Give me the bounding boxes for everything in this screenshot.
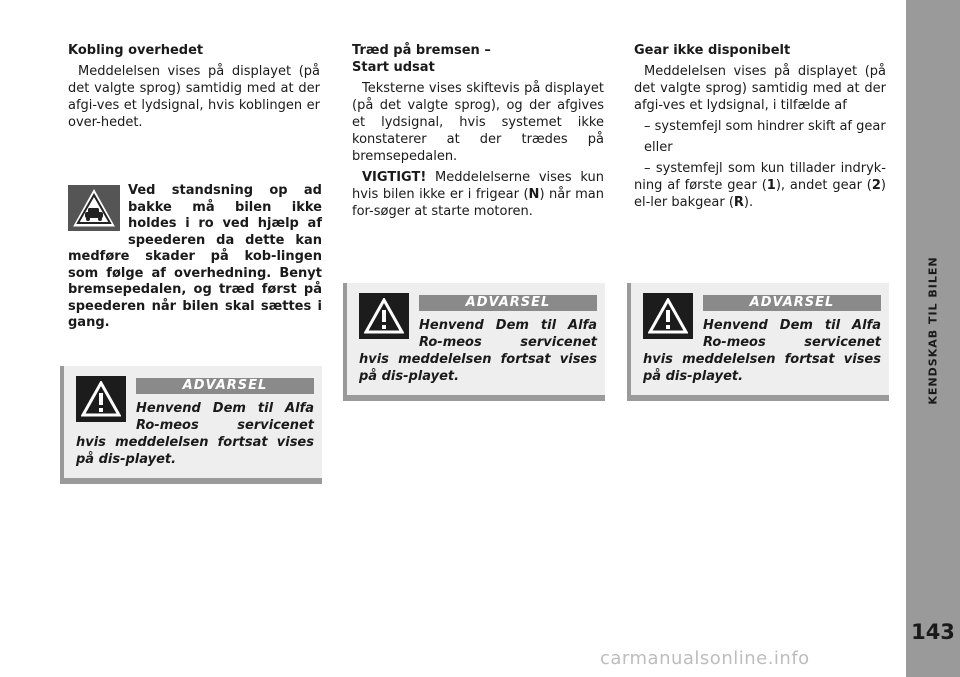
hill-stop-text: Ved standsning op ad bakke må bilen ikke holdes i ro ved hjælp af speederen da dette kan medføre skader på kob-lingen som følge af overhedning. Benyt bremsepedalen, og træd først på speederen når bilen skal sættes i gang. (68, 183, 322, 330)
section-heading: Kobling overhedet (68, 43, 204, 58)
column-clutch-overheated (68, 42, 320, 131)
warning-text: Henvend Dem til Alfa Ro-meos servicenet hvis meddelelsen fortsat vises på dis-playet. (76, 401, 314, 467)
section-paragraph: Meddelelsen vises på displayet (på det valgte sprog) samtidig med at der afgi-ves et lydsignal, i tilfælde af (634, 64, 886, 113)
reverse-gear-symbol: R (733, 195, 744, 210)
list-item-2-text-b: ), andet gear ( (775, 178, 872, 193)
section-paragraph: Teksterne vises skiftevis på displayet (på det valgte sprog), og der afgives et lydsignal, hvis systemet ikke konstaterer at der trædes på bremsepedalen. (352, 81, 604, 164)
important-paragraph (352, 169, 604, 220)
warning-box (343, 283, 605, 401)
important-text-a: Meddelelserne vises kun hvis bilen ikke er i frigear ( (352, 170, 604, 202)
list-or: eller (644, 140, 673, 155)
list-item-2 (634, 160, 886, 211)
warning-text: Henvend Dem til Alfa Ro-meos servicenet hvis meddelelsen fortsat vises på dis-playet. (643, 318, 881, 384)
important-label: VIGTIGT! (362, 170, 427, 185)
column-brake-start-delayed (352, 42, 604, 220)
watermark: carmanualsonline.info (600, 648, 810, 669)
warning-label: ADVARSEL (419, 295, 597, 311)
warning-text-container (643, 317, 881, 385)
hill-stop-note (68, 183, 322, 332)
warning-box (627, 283, 889, 401)
warning-box (60, 366, 322, 484)
column-gear-unavailable (634, 42, 886, 211)
page-number: 143 (911, 620, 955, 644)
second-gear-symbol: 2 (871, 178, 881, 193)
section-heading: Gear ikke disponibelt (634, 43, 791, 58)
list-item-2-text-a: – systemfejl som kun tillader indryk-ning af første gear ( (634, 161, 886, 193)
neutral-gear-symbol: N (528, 187, 540, 202)
warning-text-container (359, 317, 597, 385)
warning-label: ADVARSEL (136, 378, 314, 394)
chapter-title (913, 180, 953, 480)
first-gear-symbol: 1 (766, 178, 776, 193)
section-heading-line2: Start udsat (352, 60, 435, 75)
section-paragraph: Meddelelsen vises på displayet (på det valgte sprog) samtidig med at der afgi-ves et lydsignal, hvis koblingen er over-hedet. (68, 64, 320, 130)
warning-text-container (76, 400, 314, 468)
car-on-hill-warning-icon (68, 185, 120, 231)
list-item-2-text-c: ) el-ler bakgear ( (634, 178, 886, 210)
warning-text: Henvend Dem til Alfa Ro-meos servicenet hvis meddelelsen fortsat vises på dis-playet. (359, 318, 597, 384)
important-text-b: ) når man for-søger at starte motoren. (352, 187, 604, 219)
chapter-title-text: KENDSKAB TIL BILEN (926, 255, 940, 405)
section-heading-line1: Træd på bremsen – (352, 43, 491, 58)
list-item-2-text-d: ). (743, 195, 754, 210)
list-item-1: – systemfejl som hindrer skift af gear (644, 119, 886, 134)
warning-label: ADVARSEL (703, 295, 881, 311)
